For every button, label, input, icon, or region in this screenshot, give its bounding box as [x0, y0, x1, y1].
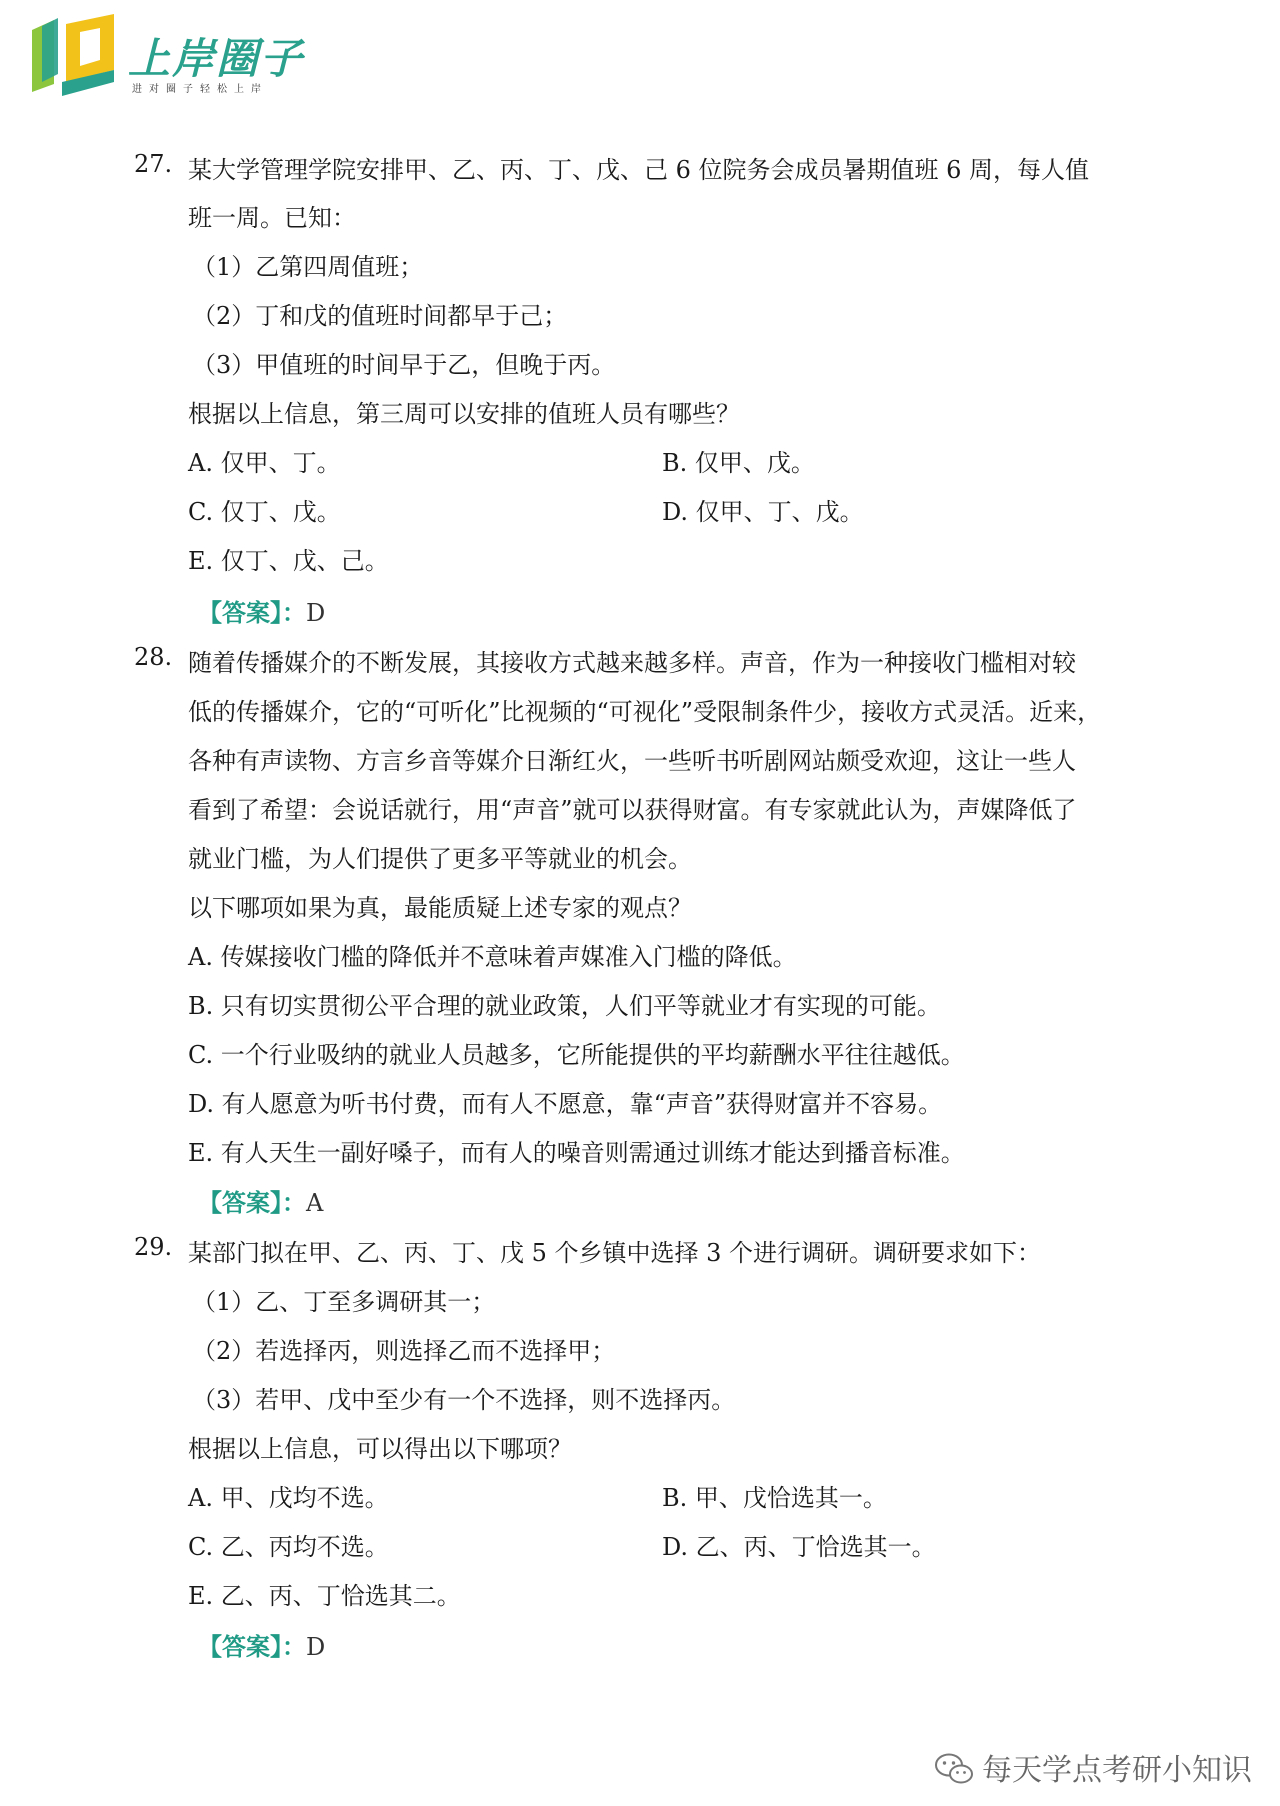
option-e: E. 乙、丙、丁恰选其二。 [188, 1582, 461, 1610]
answer-label: 【答案】： [198, 598, 306, 627]
question-number: 29. [134, 1233, 173, 1261]
condition-item: （1）乙、丁至多调研其一； [192, 1288, 496, 1316]
question-stem-line: 某部门拟在甲、乙、丙、丁、戊 5 个乡镇中选择 3 个进行调研。调研要求如下： [188, 1239, 1042, 1267]
question-stem-line: 某大学管理学院安排甲、乙、丙、丁、戊、己 6 位院务会成员暑期值班 6 周，每人值 [188, 156, 1090, 184]
logo-name: 上岸圈子 [128, 34, 305, 83]
question-stem-line: 班一周。已知： [188, 204, 356, 232]
option-b: B. 仅甲、戊。 [662, 449, 815, 477]
answer-line [198, 593, 325, 628]
question-number: 28. [134, 643, 173, 671]
answer-value: D [306, 1633, 326, 1661]
condition-item: （2）若选择丙，则选择乙而不选择甲； [192, 1337, 616, 1365]
wechat-icon [934, 1752, 974, 1786]
answer-label: 【答案】： [198, 1188, 306, 1217]
question-stem-line: 看到了希望：会说话就行，用“声音”就可以获得财富。有专家就此认为，声媒降低了 [188, 796, 1077, 824]
brand-logo [28, 12, 328, 98]
option-b: B. 甲、戊恰选其一。 [662, 1484, 887, 1512]
question-number: 27. [134, 150, 173, 178]
option-a: A. 甲、戊均不选。 [188, 1484, 389, 1512]
answer-line [198, 1627, 325, 1662]
question-stem-line: 就业门槛，为人们提供了更多平等就业的机会。 [188, 845, 692, 873]
option-c: C. 乙、丙均不选。 [188, 1533, 389, 1561]
option-d: D. 有人愿意为听书付费，而有人不愿意，靠“声音”获得财富并不容易。 [188, 1090, 943, 1118]
question-stem-line: 各种有声读物、方言乡音等媒介日渐红火，一些听书听剧网站颇受欢迎，这让一些人 [188, 747, 1076, 775]
option-c: C. 一个行业吸纳的就业人员越多，它所能提供的平均薪酬水平往往越低。 [188, 1041, 965, 1069]
option-b: B. 只有切实贯彻公平合理的就业政策，人们平等就业才有实现的可能。 [188, 992, 941, 1020]
option-d: D. 乙、丙、丁恰选其一。 [662, 1533, 936, 1561]
condition-item: （1）乙第四周值班； [192, 253, 424, 281]
watermark [934, 1745, 1252, 1789]
question-prompt: 以下哪项如果为真，最能质疑上述专家的观点？ [188, 894, 692, 922]
option-c: C. 仅丁、戊。 [188, 498, 341, 526]
option-d: D. 仅甲、丁、戊。 [662, 498, 864, 526]
option-a: A. 传媒接收门槛的降低并不意味着声媒准入门槛的降低。 [188, 943, 797, 971]
question-prompt: 根据以上信息，第三周可以安排的值班人员有哪些？ [188, 400, 740, 428]
condition-item: （3）甲值班的时间早于乙，但晚于丙。 [192, 351, 616, 379]
answer-value: D [306, 599, 326, 627]
question-stem-line: 低的传播媒介，它的“可听化”比视频的“可视化”受限制条件少，接收方式灵活。近来， [188, 698, 1102, 726]
logo-mark-icon [28, 12, 120, 98]
watermark-text: 每天学点考研小知识 [982, 1753, 1252, 1788]
option-e: E. 有人天生一副好嗓子，而有人的噪音则需通过训练才能达到播音标准。 [188, 1139, 965, 1167]
option-a: A. 仅甲、丁。 [188, 449, 341, 477]
question-stem-line: 随着传播媒介的不断发展，其接收方式越来越多样。声音，作为一种接收门槛相对较 [188, 649, 1076, 677]
answer-line [198, 1183, 323, 1218]
option-e: E. 仅丁、戊、己。 [188, 547, 389, 575]
condition-item: （3）若甲、戊中至少有一个不选择，则不选择丙。 [192, 1386, 736, 1414]
answer-label: 【答案】： [198, 1632, 306, 1661]
logo-slogan: 进对圈子轻松上岸 [132, 84, 268, 95]
condition-item: （2）丁和戊的值班时间都早于己； [192, 302, 568, 330]
question-prompt: 根据以上信息，可以得出以下哪项？ [188, 1435, 572, 1463]
answer-value: A [306, 1189, 324, 1217]
